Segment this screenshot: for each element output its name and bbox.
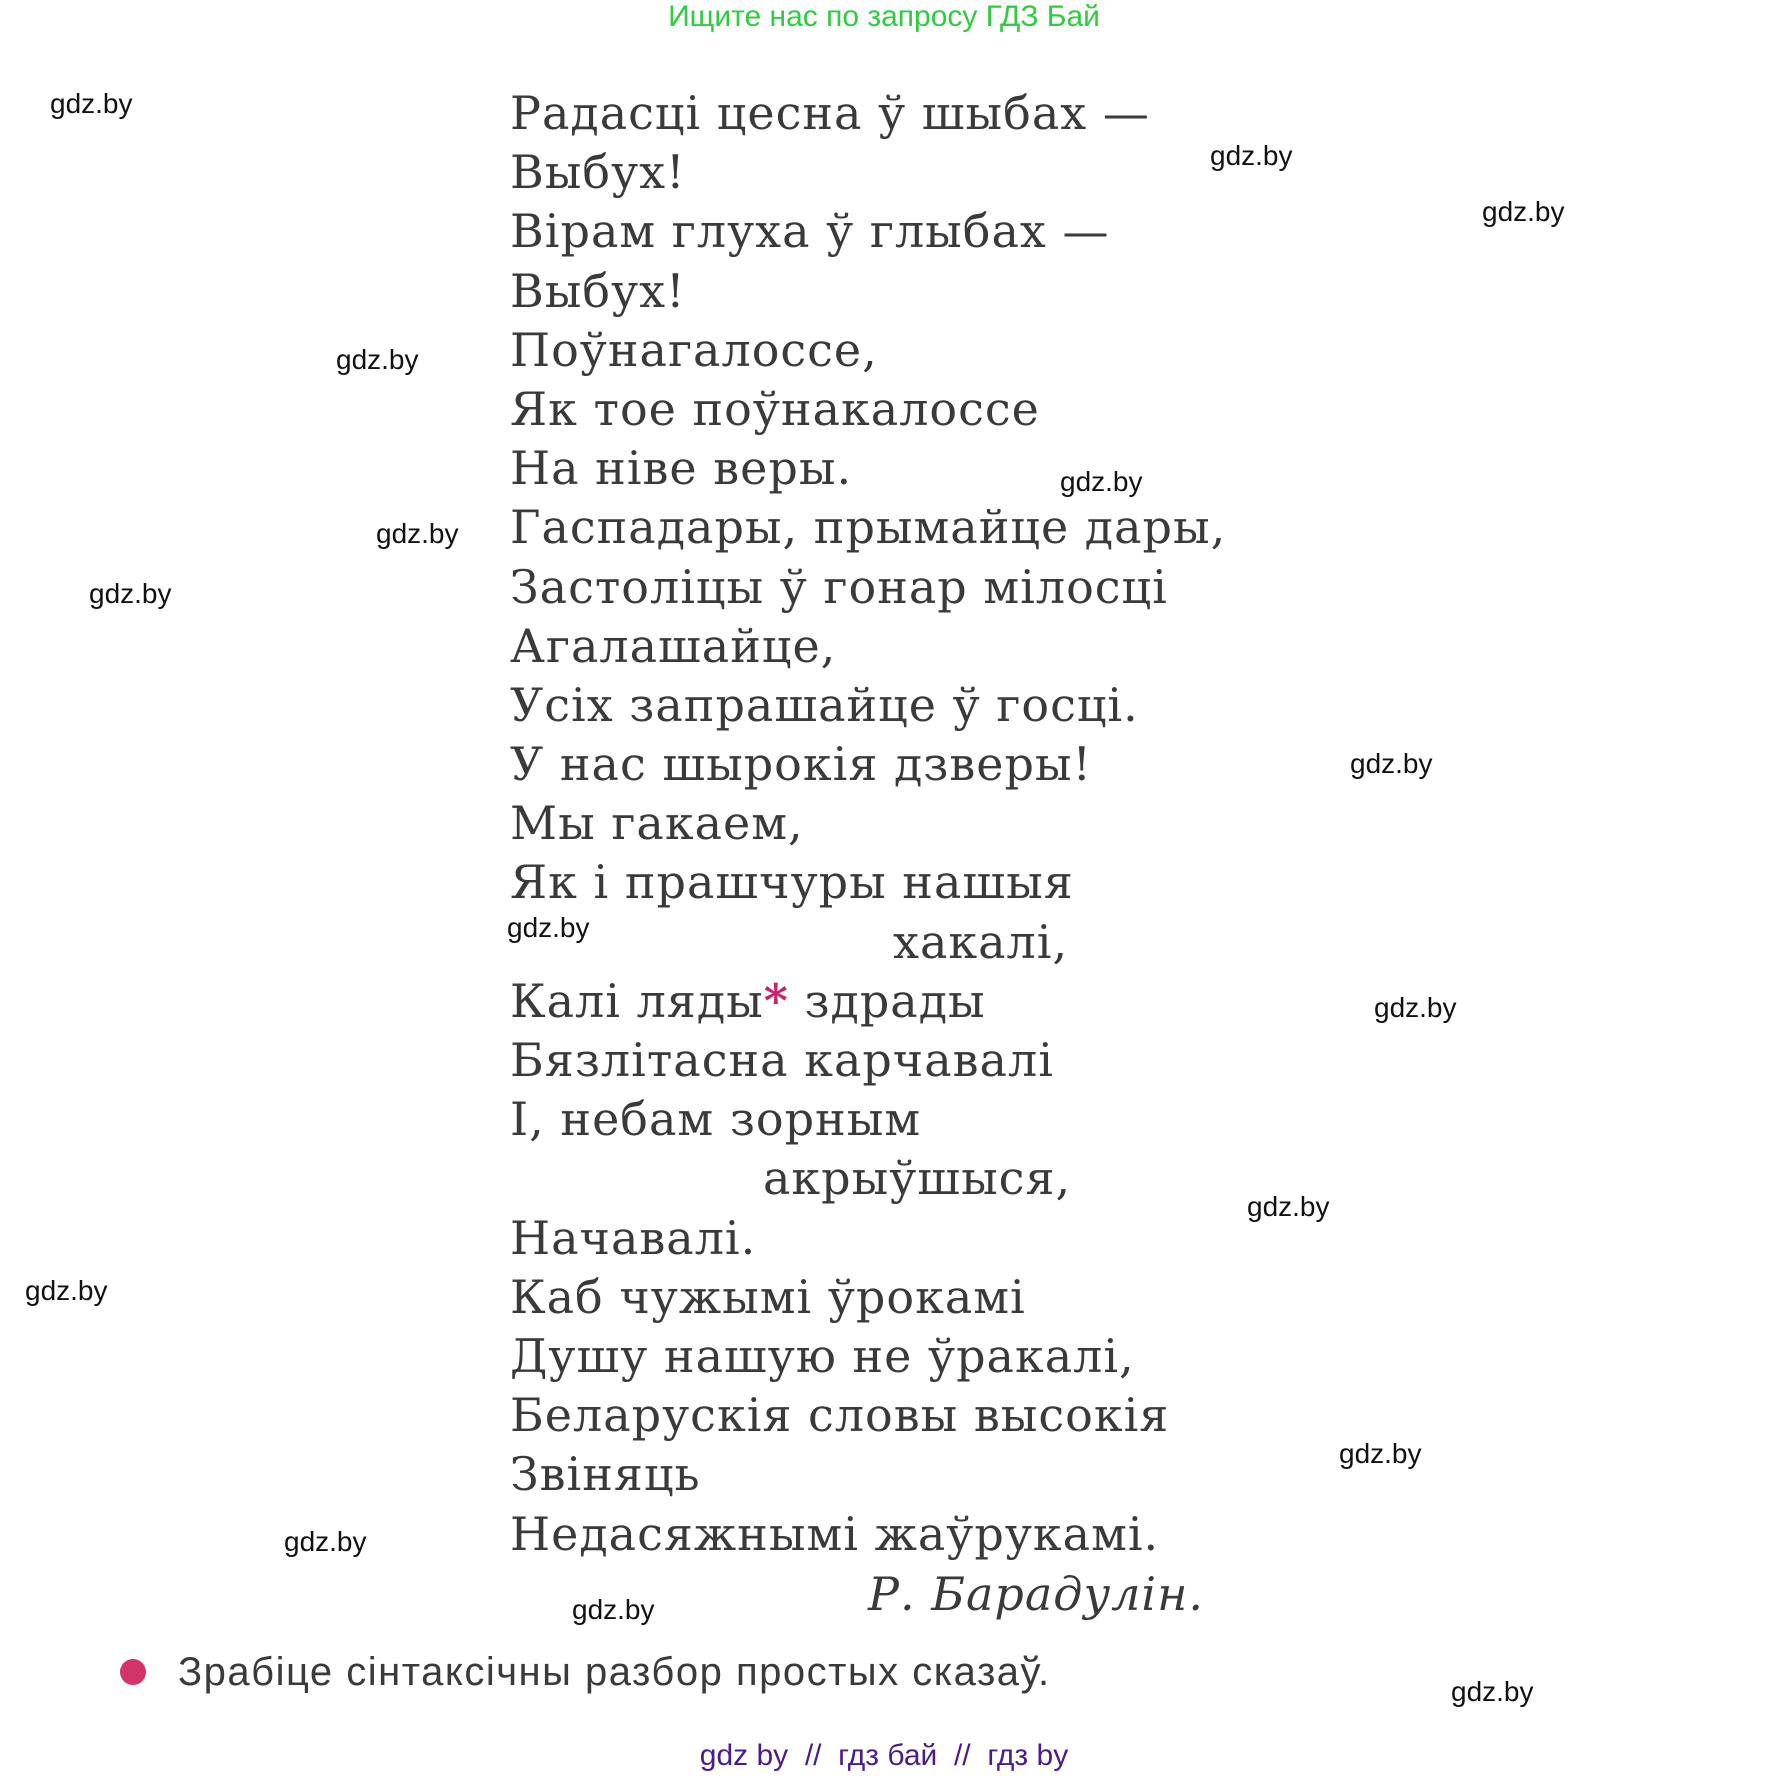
poem-line-with-footnote xyxy=(510,972,1226,1031)
watermark: gdz.by xyxy=(1451,1676,1534,1707)
watermark: gdz.by xyxy=(50,88,133,119)
poem-line: Выбух! xyxy=(510,145,686,200)
poem-line-part: здрады xyxy=(804,973,986,1028)
bullet-icon xyxy=(120,1659,146,1685)
poem-line: Беларускія словы высокія xyxy=(510,1388,1170,1443)
poem-line: Бязлітасна карчавалі xyxy=(510,1033,1054,1087)
poem-line: хакалі, xyxy=(893,914,1069,969)
watermark: gdz.by xyxy=(284,1526,367,1557)
watermark: gdz.by xyxy=(1339,1438,1422,1469)
poem-line: На ніве веры. xyxy=(510,441,853,496)
poem-line: Мы гакаем, xyxy=(510,796,804,851)
poem-line: Выбух! xyxy=(510,263,686,318)
task xyxy=(120,1648,1051,1696)
poem-line: Вірам глуха ў глыбах — xyxy=(510,204,1110,259)
footnote-asterisk-icon: * xyxy=(763,973,789,1028)
poem-line: Усіх запрашайце ў госці. xyxy=(510,677,1139,732)
poem-line: Радасці цесна ў шыбах — xyxy=(510,86,1150,140)
poem-line: Звіняць xyxy=(510,1447,701,1502)
poem-line: Начавалі. xyxy=(510,1210,757,1265)
task-text: Зрабіце сінтаксічны разбор простых сказаў. xyxy=(178,1650,1051,1694)
watermark: gdz.by xyxy=(25,1275,108,1306)
top-banner[interactable]: Ищите нас по запросу ГДЗ Бай xyxy=(668,0,1100,33)
watermark: gdz.by xyxy=(376,518,459,549)
watermark: gdz.by xyxy=(1350,748,1433,779)
poem-line: Застоліцы ў гонар мілосці xyxy=(510,559,1168,614)
poem-line: Недасяжнымі жаўрукамі. xyxy=(510,1506,1160,1561)
watermark: gdz.by xyxy=(572,1594,655,1625)
poem-line: У нас шырокія дзверы! xyxy=(510,737,1093,792)
poem-author: Р. Барадулін. xyxy=(868,1567,1205,1621)
poem-line: Душу нашую не ўракалі, xyxy=(510,1328,1135,1383)
poem-line: Гаспадары, прымайце дары, xyxy=(510,500,1227,555)
watermark: gdz.by xyxy=(1247,1191,1330,1222)
poem-line: Як і прашчуры нашыя xyxy=(510,855,1074,910)
watermark: gdz.by xyxy=(1374,992,1457,1023)
poem-line-part: Калі ляды xyxy=(510,973,764,1028)
poem-line: Поўнагалоссе, xyxy=(510,322,878,377)
watermark: gdz.by xyxy=(1060,466,1143,497)
poem-line: Каб чужымі ўрокамі xyxy=(510,1269,1026,1324)
footer-links[interactable]: gdz by // гдз бай // гдз by xyxy=(699,1739,1069,1772)
poem-line: Агалашайце, xyxy=(510,618,837,673)
watermark: gdz.by xyxy=(1482,196,1565,227)
watermark: gdz.by xyxy=(507,912,590,943)
poem-line: І, небам зорным xyxy=(510,1092,922,1147)
poem-line: Як тое поўнакалоссе xyxy=(510,381,1040,436)
poem xyxy=(510,84,1226,1564)
watermark: gdz.by xyxy=(1210,140,1293,171)
watermark: gdz.by xyxy=(336,344,419,375)
poem-line: акрыўшыся, xyxy=(763,1151,1072,1206)
watermark: gdz.by xyxy=(89,578,172,609)
